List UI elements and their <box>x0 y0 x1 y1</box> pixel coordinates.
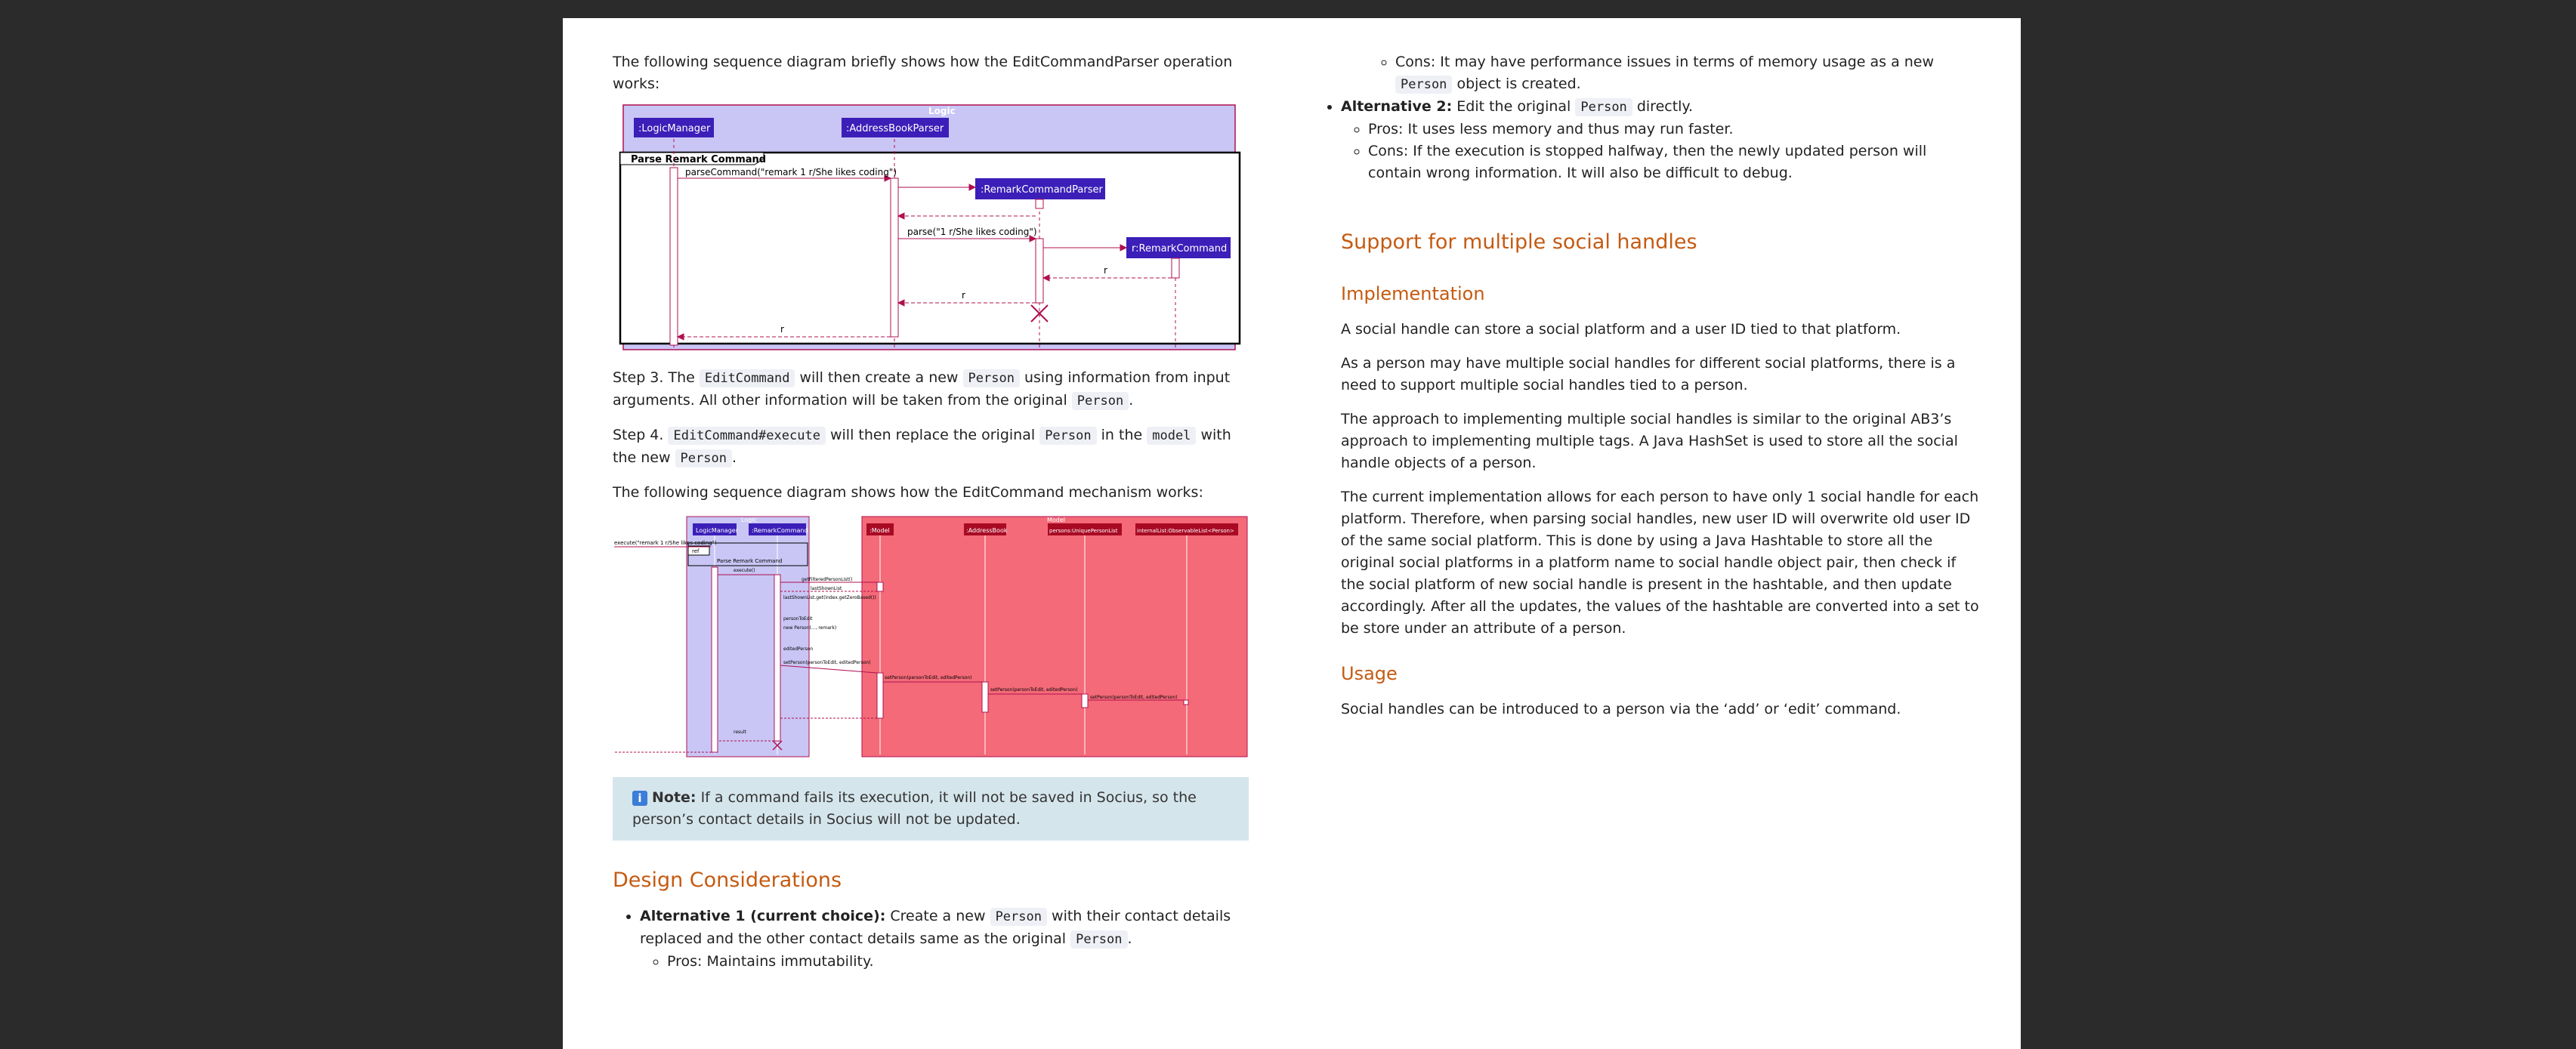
social-handles-heading: Support for multiple social handles <box>1341 230 1697 254</box>
svg-text:result: result <box>734 730 746 735</box>
svg-text::RemarkCommandParser: :RemarkCommandParser <box>981 184 1103 196</box>
left-column <box>613 51 1249 973</box>
svg-text:Parse Remark Command: Parse Remark Command <box>717 558 783 564</box>
svg-text:new Person(..., remark): new Person(..., remark) <box>783 625 837 631</box>
svg-text:setPerson(personToEdit, edited: setPerson(personToEdit, editedPerson) <box>1090 695 1178 700</box>
note-text: If a command fails its execution, it will not be saved in Socius, so the person’s contact details in Socius will not be updated. <box>632 789 1197 828</box>
step-3-paragraph: Step 3. The EditCommand will then create a new Person using information from input arguments. All other information will be taken from the original Person . <box>613 369 1231 409</box>
alternative-2: • Alternative 2: Edit the original Person directly. ◦ Pros: It uses less memory and thus may run faster. ◦ Cons: If the execution is stopped halfway, then the newly updated person will contain wrong information. It will also be difficult to debug. <box>1341 96 1983 184</box>
svg-text::Model: :Model <box>869 527 890 534</box>
usage-heading: Usage <box>1341 663 1398 684</box>
step-4-paragraph: Step 4. EditCommand#execute will then replace the original Person in the model with the new Person . <box>613 427 1231 466</box>
msg-return-r2: r <box>962 290 965 301</box>
svg-text:lastShownList.get(index.getZer: lastShownList.get(index.getZeroBased()) <box>783 595 876 600</box>
logic-frame-title: Logic <box>928 106 956 116</box>
group-label: Parse Remark Command <box>631 154 767 165</box>
svg-text:internalList:ObservableList<Pe: internalList:ObservableList<Person> <box>1137 528 1234 534</box>
alternative-1: • Alternative 1 (current choice): Create a new Person with their contact details replaced and the other contact details same as the original Person . ◦ Pros: Maintains immutability. <box>640 906 1249 973</box>
impl-paragraph-1: A social handle can store a social platform and a user ID tied to that platform. <box>1341 321 1901 338</box>
implementation-heading: Implementation <box>1341 283 1485 304</box>
alternatives-list <box>613 906 1249 973</box>
svg-text::AddressBookParser: :AddressBookParser <box>846 123 944 134</box>
svg-text::LogicManager: :LogicManager <box>638 123 711 134</box>
svg-text:ref: ref <box>692 548 700 554</box>
msg-parse: parse("1 r/She likes coding") <box>907 227 1037 237</box>
msg-return-r1: r <box>1104 265 1107 276</box>
svg-text:persons:UniquePersonList: persons:UniquePersonList <box>1049 528 1118 534</box>
right-column <box>1341 51 1983 733</box>
svg-text:personToEdit: personToEdit <box>783 616 813 622</box>
alternative-1-pros: ◦ Pros: Maintains immutability. <box>667 951 1249 973</box>
svg-text:execute(): execute() <box>734 568 755 573</box>
msg-return-r3: r <box>780 324 784 335</box>
svg-text:lastShownList: lastShownList <box>811 586 842 591</box>
usage-paragraph: Social handles can be introduced to a person via the ‘add’ or ‘edit’ command. <box>1341 701 1901 717</box>
svg-text:setPerson(personToEdit, edited: setPerson(personToEdit, editedPerson) <box>783 660 871 665</box>
impl-paragraph-2: As a person may have multiple social handles for different social platforms, there is a need to support multiple social handles tied to a person. <box>1341 355 1956 393</box>
svg-text::RemarkCommand: :RemarkCommand <box>752 527 808 534</box>
model-frame <box>862 517 1247 757</box>
svg-text:setPerson(personToEdit, edited: setPerson(personToEdit, editedPerson) <box>885 675 972 680</box>
info-icon: i <box>632 791 647 806</box>
intro-paragraph-2: The following sequence diagram shows how the EditCommand mechanism works: <box>613 484 1203 501</box>
svg-text:Model: Model <box>1047 517 1066 523</box>
svg-text::AddressBook: :AddressBook <box>966 527 1008 534</box>
intro-paragraph-1: The following sequence diagram briefly shows how the EditCommandParser operation works: <box>613 54 1233 92</box>
msg-parsecommand: parseCommand("remark 1 r/She likes coding") <box>685 167 897 177</box>
svg-text:getFilteredPersonList(): getFilteredPersonList() <box>802 577 853 582</box>
edit-command-sequence-diagram <box>613 514 1249 764</box>
svg-text:Logic: Logic <box>741 517 757 523</box>
svg-text:r:RemarkCommand: r:RemarkCommand <box>1132 243 1228 255</box>
alternative-2-pros: ◦ Pros: It uses less memory and thus may run faster. <box>1368 119 1983 140</box>
design-considerations-heading: Design Considerations <box>613 869 842 892</box>
alternative-2-cons: ◦ Cons: If the execution is stopped halfway, then the newly updated person will contain wrong information. It will also be difficult to debug. <box>1368 140 1983 184</box>
note-label: Note: <box>652 789 697 806</box>
svg-text:execute("remark 1 r/She likes: execute("remark 1 r/She likes coding") <box>614 540 717 546</box>
impl-paragraph-3: The approach to implementing multiple social handles is similar to the original AB3’s approach to implementing multiple tags. A Java HashSet is used to store all the social handle objects of a person. <box>1341 411 1958 471</box>
svg-text:LogicManager: LogicManager <box>696 527 738 534</box>
svg-text:setPerson(personToEdit, edited: setPerson(personToEdit, editedPerson) <box>990 687 1078 693</box>
svg-text:editedPerson: editedPerson <box>783 646 814 652</box>
document-page <box>563 18 2021 1049</box>
alternative-1-cons: ◦ Cons: It may have performance issues in terms of memory usage as a new Person object is created. <box>1395 51 1983 96</box>
impl-paragraph-4: The current implementation allows for each person to have only 1 social handle for each platform. Therefore, when parsing social handles, new user ID will overwrite old user ID of the same social platform. This is done by using a Java Hashtable to store all the original social platforms in a platform name to social handle object pair, then check if the social platform of new social handle is present in the hashtable, and then update accordingly. After all the updates, the values of the hashtable are converted into a set to be store under an attribute of a person. <box>1341 489 1979 637</box>
note-callout <box>613 777 1249 841</box>
parse-remark-sequence-diagram <box>613 103 1249 359</box>
